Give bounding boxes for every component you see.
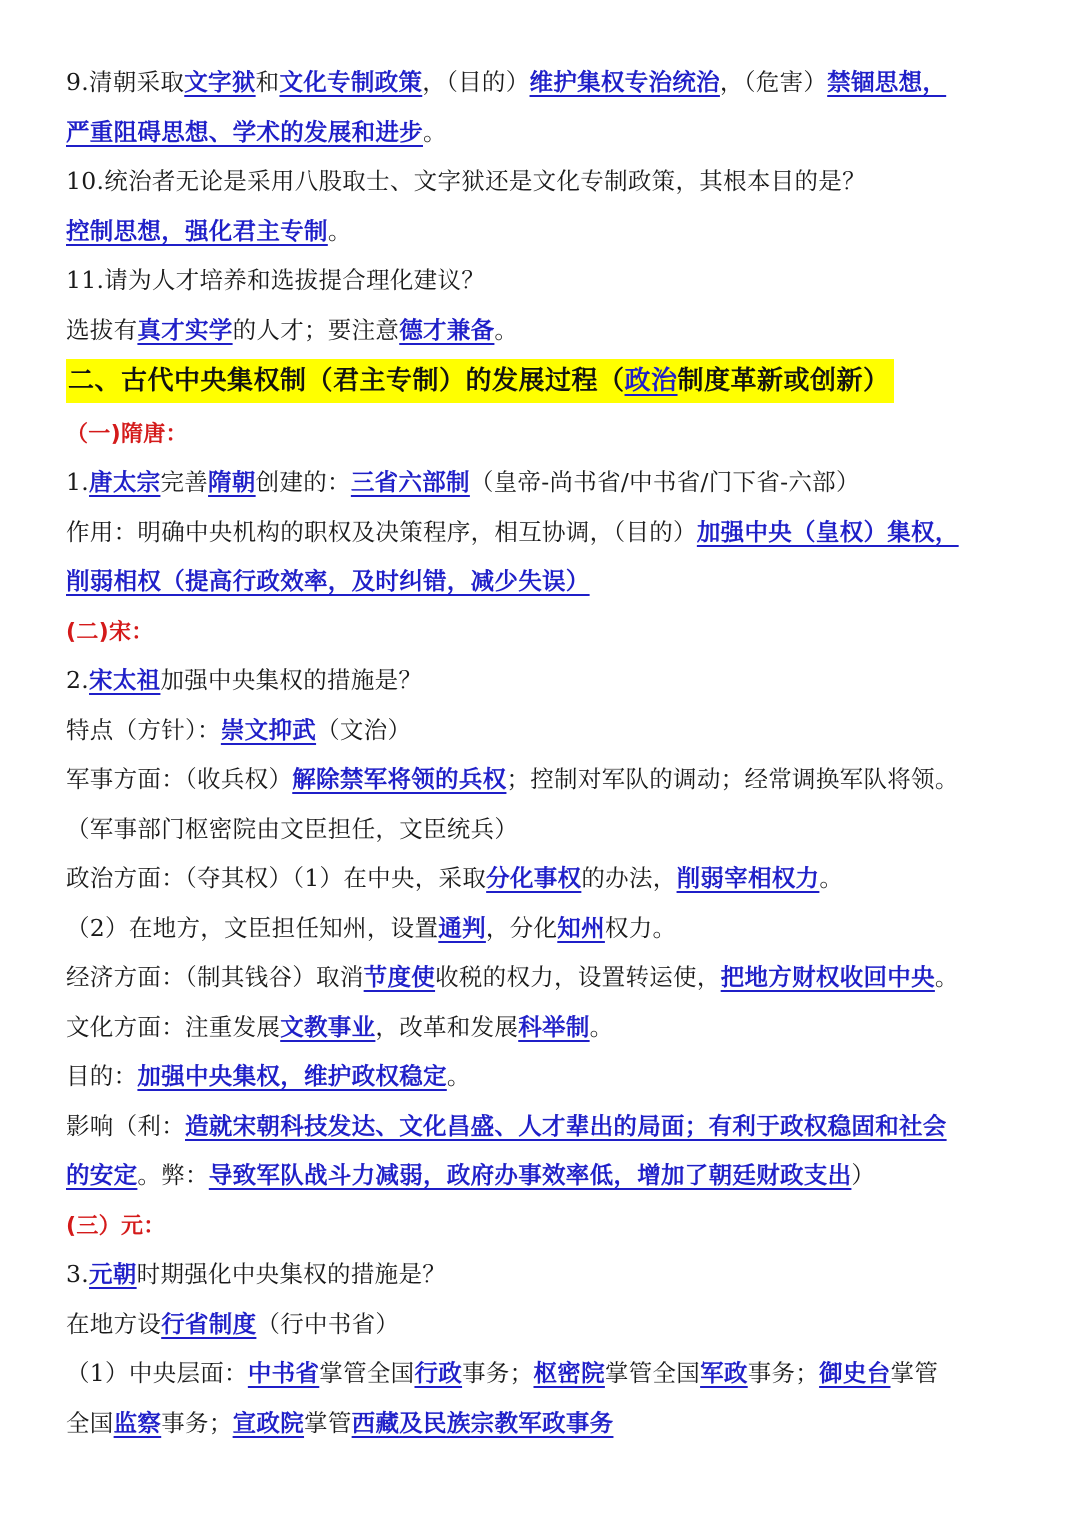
key-point: 解除禁军将领的兵权 (292, 765, 507, 793)
key-point: 严重阻碍思想、学术的发展和进步 (66, 117, 423, 146)
key-point: 文字狱 (184, 68, 256, 96)
key-point: 通判 (438, 913, 486, 942)
text-line (66, 805, 1026, 855)
text-line (66, 458, 1026, 508)
text-line (66, 854, 1026, 904)
key-point: 三省六部制 (350, 468, 470, 496)
text-line (66, 1052, 1026, 1102)
text-segment: ；控制对军队的调动；经常调换军队将领。 (506, 765, 959, 793)
key-point: 元朝 (89, 1260, 137, 1288)
key-point: 维护集权专治统治 (529, 68, 720, 96)
text-segment: 全国 (66, 1408, 114, 1437)
key-point: 削弱宰相权力 (676, 864, 820, 892)
text-segment: 时期强化中央集权的措施是？ (136, 1260, 447, 1288)
text-segment: 二、古代中央集权制（君主专制）的发展过程（ (68, 366, 625, 396)
text-segment: 影响（利： (66, 1111, 185, 1140)
text-segment: （一)隋唐： (66, 421, 188, 447)
key-point: 加强中央集权，维护政权稳定 (137, 1062, 447, 1090)
text-segment: ） (851, 1161, 876, 1189)
text-segment: 在地方设 (66, 1309, 162, 1338)
text-segment: 掌管全国 (319, 1359, 415, 1387)
text-segment: （行中书省） (256, 1309, 400, 1338)
text-line (66, 706, 1026, 756)
text-line (66, 306, 1026, 356)
text-segment: （1）中央层面： (66, 1359, 248, 1387)
key-point: 西藏及民族宗教军政事务 (351, 1408, 614, 1437)
text-segment: ，分化 (485, 913, 558, 942)
text-segment: 事务； (747, 1359, 820, 1387)
key-point: 节度使 (363, 963, 436, 991)
text-segment: （2）在地方，文臣担任知州，设置 (66, 913, 439, 942)
text-line (66, 157, 1026, 207)
key-point: 导致军队战斗力减弱，政府办事效率低，增加了朝廷财政支出 (208, 1161, 852, 1189)
text-segment: （皇帝-尚书省/中书省/门下省-六部） (469, 468, 860, 496)
text-segment: （文治） (316, 715, 412, 744)
key-point: 知州 (557, 913, 605, 942)
key-point: 的安定 (66, 1161, 138, 1189)
text-segment: 文化方面：注重发展 (66, 1012, 281, 1041)
text-segment: 9.清朝采取 (66, 68, 185, 96)
key-point: 政治 (624, 366, 678, 396)
subsection-title (66, 1201, 1026, 1251)
text-segment: 。 (589, 1012, 614, 1041)
text-segment: 政治方面：（夺其权）（1）在中央，采取 (66, 864, 487, 892)
subsection-label (66, 620, 154, 645)
text-line (66, 508, 1026, 558)
key-point: 崇文抑武 (220, 715, 317, 744)
key-point: 监察 (113, 1408, 162, 1437)
text-segment: 的人才；要注意 (232, 315, 400, 344)
text-segment: 1. (66, 468, 90, 496)
text-segment: (二)宋： (66, 619, 154, 645)
key-point: 隋朝 (208, 468, 256, 496)
key-point: 把地方财权收回中央 (720, 963, 935, 991)
text-segment: 制度革新或创新） (677, 366, 890, 396)
text-segment: 。弊： (137, 1161, 209, 1189)
text-line (66, 656, 1026, 706)
key-point: 真才实学 (137, 315, 233, 344)
text-segment: 和 (255, 68, 280, 96)
text-line (66, 1250, 1026, 1300)
text-line (66, 207, 1026, 257)
key-point: 枢密院 (533, 1359, 605, 1387)
text-segment: （军事部门枢密院由文臣担任，文臣统兵） (66, 814, 519, 843)
text-segment: 收税的权力，设置转运使， (435, 963, 721, 991)
text-line (66, 1399, 1026, 1449)
section-heading (66, 357, 1026, 407)
text-line (66, 953, 1026, 1003)
text-line (66, 1151, 1026, 1201)
text-line (66, 108, 1026, 158)
text-segment: 目的： (66, 1062, 138, 1090)
text-line (66, 1102, 1026, 1152)
document-body (66, 58, 1026, 1448)
key-point: 中书省 (247, 1359, 320, 1387)
highlighted-heading (66, 359, 894, 403)
key-point: 行省制度 (161, 1309, 257, 1338)
text-segment: 完善 (160, 468, 209, 496)
text-segment: 掌管 (304, 1408, 352, 1437)
key-point: 控制思想，强化君主专制 (66, 216, 328, 245)
key-point: 行政 (414, 1359, 463, 1387)
text-segment: ，（目的） (422, 68, 530, 96)
text-segment: ，（危害） (719, 68, 828, 96)
key-point: 造就宋朝科技发达、文化昌盛、人才辈出的局面；有利于政权稳固和社会 (185, 1111, 947, 1140)
key-point: 唐太宗 (89, 468, 161, 496)
text-segment: 事务； (462, 1359, 534, 1387)
subsection-label (66, 422, 188, 447)
text-segment: 10.统治者无论是采用八股取士、文字狱还是文化专制政策，其根本目的是？ (66, 167, 866, 195)
text-line (66, 755, 1026, 805)
key-point: 军政 (700, 1359, 748, 1387)
key-point: 御史台 (819, 1359, 891, 1387)
key-point: 德才兼备 (399, 315, 495, 344)
text-segment: (三）元： (66, 1213, 166, 1239)
text-segment: 。 (327, 216, 352, 245)
text-line (66, 58, 1026, 108)
text-line (66, 1349, 1026, 1399)
key-point: 削弱相权（提高行政效率，及时纠错，减少失误） (66, 567, 590, 595)
text-segment: 经济方面：（制其钱谷）取消 (66, 963, 364, 991)
text-segment: 创建的： (255, 468, 351, 496)
text-segment: 的办法， (581, 864, 677, 892)
subsection-title (66, 607, 1026, 657)
text-segment: 。 (446, 1062, 471, 1090)
key-point: 禁锢思想， (827, 68, 947, 96)
key-point: 加强中央（皇权）集权， (696, 517, 959, 546)
text-line (66, 1003, 1026, 1053)
text-segment: 。 (934, 963, 959, 991)
text-segment: 11.请为人才培养和选拔提合理化建议？ (66, 266, 486, 294)
text-line (66, 256, 1026, 306)
subsection-title (66, 409, 1026, 459)
text-segment: 掌管全国 (604, 1359, 701, 1387)
key-point: 宋太祖 (89, 666, 161, 694)
key-point: 宣政院 (232, 1408, 305, 1437)
text-segment: 选拔有 (66, 315, 138, 344)
text-segment: 事务； (161, 1408, 233, 1437)
key-point: 分化事权 (486, 864, 582, 892)
text-line (66, 904, 1026, 954)
text-segment: 特点（方针）： (66, 715, 221, 744)
text-line (66, 1300, 1026, 1350)
text-segment: 。 (494, 315, 519, 344)
text-segment: 权力。 (604, 913, 677, 942)
text-segment: 军事方面：（收兵权） (66, 765, 293, 793)
text-segment: 2. (66, 666, 90, 694)
text-segment: 作用：明确中央机构的职权及决策程序，相互协调，（目的） (66, 517, 697, 546)
text-segment: ，改革和发展 (375, 1012, 519, 1041)
text-line (66, 557, 1026, 607)
key-point: 文化专制政策 (279, 68, 423, 96)
text-segment: 。 (819, 864, 844, 892)
key-point: 文教事业 (280, 1012, 376, 1041)
text-segment: 。 (423, 117, 447, 146)
key-point: 科举制 (518, 1012, 590, 1041)
text-segment: 3. (66, 1260, 90, 1288)
text-segment: 加强中央集权的措施是？ (160, 666, 423, 694)
text-segment: 掌管 (890, 1359, 939, 1387)
subsection-label (66, 1214, 166, 1239)
